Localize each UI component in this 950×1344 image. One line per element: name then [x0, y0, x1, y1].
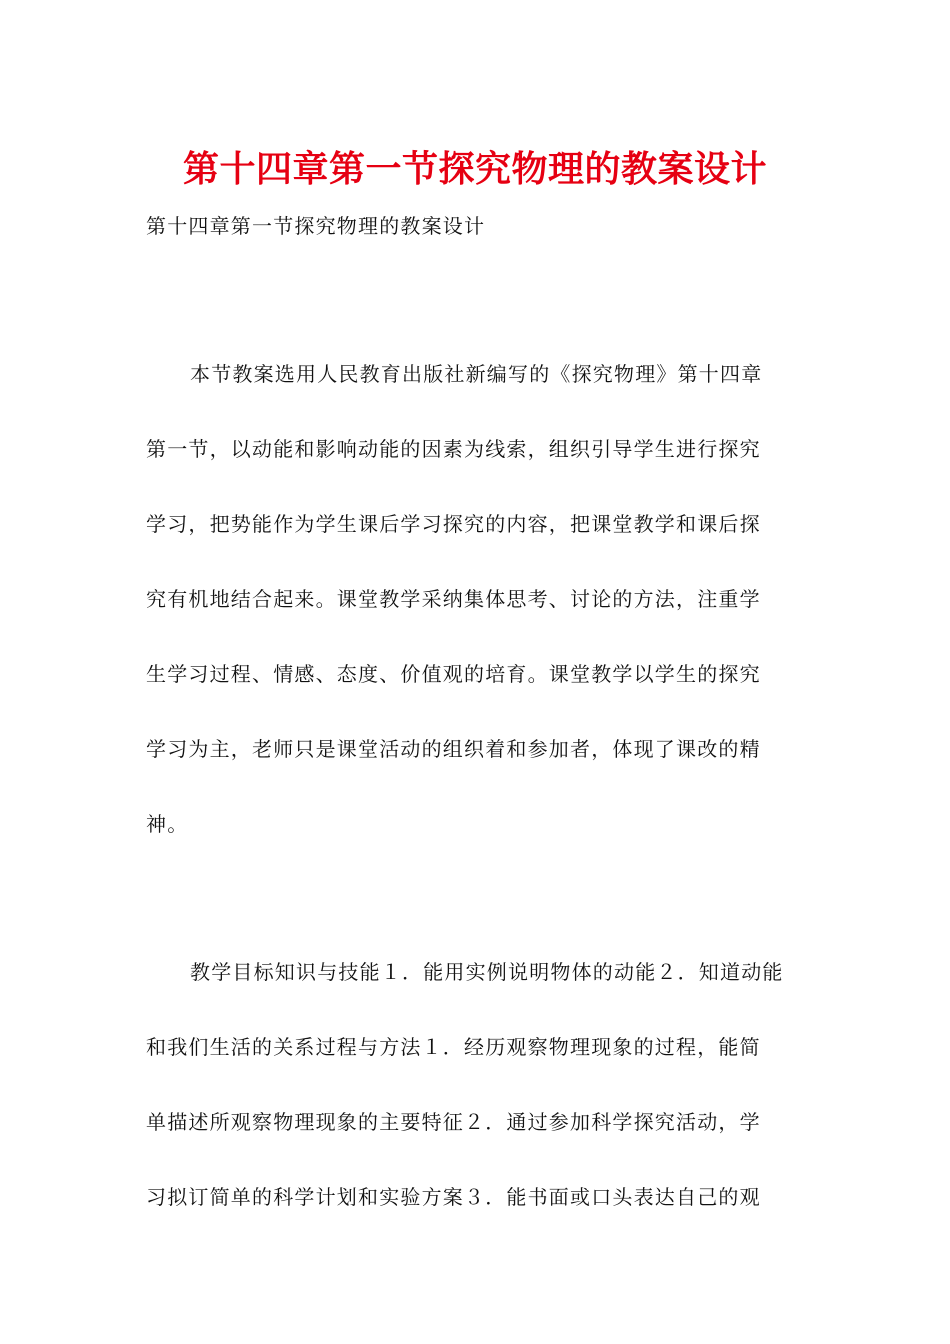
paragraph-line: 究有机地结合起来。课堂教学采纳集体思考、讨论的方法，注重学 — [146, 587, 761, 611]
paragraph-line: 学习，把势能作为学生课后学习探究的内容，把课堂教学和课后探 — [146, 512, 761, 536]
paragraph-line: 教学目标知识与技能１．能用实例说明物体的动能２．知道动能 — [190, 960, 784, 984]
document-title: 第十四章第一节探究物理的教案设计 — [182, 149, 767, 190]
paragraph-line: 学习为主，老师只是课堂活动的组织着和参加者，体现了课改的精 — [146, 737, 761, 761]
paragraph-line: 生学习过程、情感、态度、价值观的培育。课堂教学以学生的探究 — [146, 662, 761, 686]
paragraph-line: 习拟订简单的科学计划和实验方案３．能书面或口头表达自己的观 — [146, 1185, 761, 1209]
paragraph-line: 本节教案选用人民教育出版社新编写的《探究物理》第十四章 — [190, 362, 763, 386]
document-subtitle: 第十四章第一节探究物理的教案设计 — [146, 214, 486, 238]
paragraph-objectives — [146, 954, 806, 1254]
paragraph-line: 神。 — [146, 812, 189, 836]
paragraph-line: 单描述所观察物理现象的主要特征２．通过参加科学探究活动，学 — [146, 1110, 761, 1134]
paragraph-line: 和我们生活的关系过程与方法１．经历观察物理现象的过程，能简 — [146, 1035, 761, 1059]
paragraph-introduction — [146, 356, 806, 881]
paragraph-line: 第一节，以动能和影响动能的因素为线索，组织引导学生进行探究 — [146, 437, 761, 461]
